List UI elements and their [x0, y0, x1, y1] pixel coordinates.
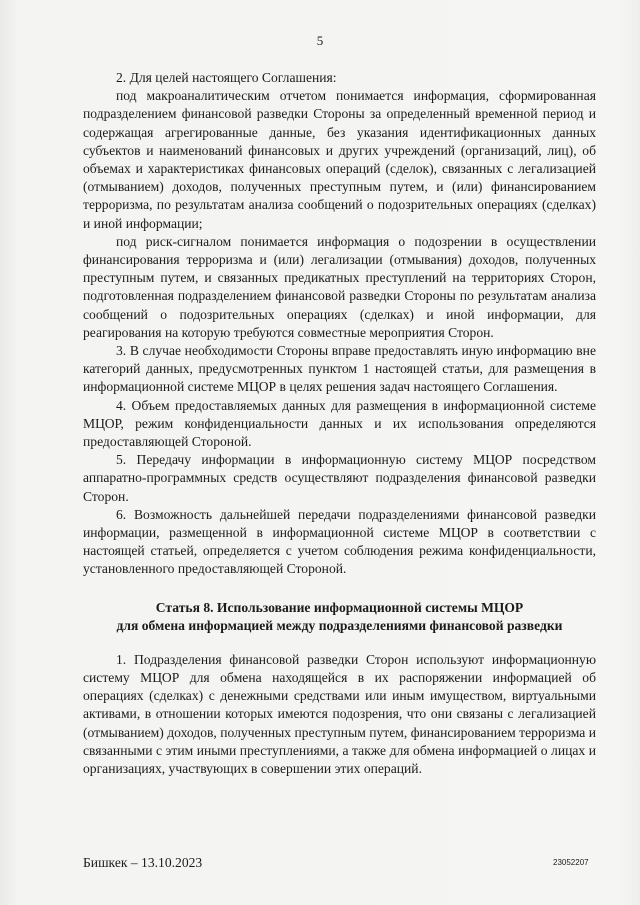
definition-macroanalytical-report: под макроаналитическим отчетом понимается информация, сформированная подразделением финансовой разведки Стороны за определенный временной период и содержащая агрегированные данные, без указания идентификационных данных субъектов и наименований финансовых и других учреждений (организаций, лиц), об объемах и характеристиках финансовых операций (сделок), связанных с легализацией (отмыванием) доходов, полученных преступным путем, и (или) финансированием терроризма, по результатам анализа сообщений о подозрительных операциях (сделках) и иной информации; — [83, 88, 596, 231]
section-3-paragraph: 3. В случае необходимости Стороны вправе предоставлять иную информацию вне категорий данных, предусмотренных пунктом 1 настоящей статьи, для размещения в информационной системе МЦОР в целях решения задач настоящего Соглашения. — [83, 343, 596, 395]
page-number: 5 — [316, 33, 324, 48]
section-5-paragraph: 5. Передачу информации в информационную систему МЦОР посредством аппаратно-программных средств осуществляют подразделения финансовой разведки Сторон. — [83, 452, 596, 504]
section-4-paragraph: 4. Объем предоставляемых данных для размещения в информационной системе МЦОР, режим конфиденциальности данных и их использования определяются предоставляющей Стороной. — [83, 397, 596, 450]
article-8-title-line-2: для обмена информацией между подразделениями финансовой разведки — [116, 617, 563, 633]
article-8-title-line-1: Статья 8. Использование информационной системы МЦОР — [155, 599, 524, 615]
footer-document-code: 23052207 — [553, 858, 589, 867]
article-8-heading — [83, 599, 596, 635]
document-body — [83, 69, 596, 778]
footer-place-date: Бишкек – 13.10.2023 — [83, 855, 203, 870]
definition-risk-signal: под риск-сигналом понимается информация о подозрении в осуществлении финансирования терроризма и (или) легализации (отмывания) доходов, полученных преступным путем, и связанных предикатных преступлений на территориях Сторон, подготовленная подразделением финансовой разведки Стороны по результатам анализа сообщений о подозрительных операциях (сделках) и иной информации, для реагирования на которую требуются совместные мероприятия Сторон. — [83, 233, 596, 340]
section-6-paragraph: 6. Возможность дальнейшей передачи подразделениями финансовой разведки информации, размещенной в информационной системе МЦОР в соответствии с настоящей статьей, определяется с учетом соблюдения режима конфиденциальности, установленного предоставляющей Стороной. — [83, 506, 596, 577]
section-2-intro: 2. Для целей настоящего Соглашения: — [116, 70, 337, 85]
article-8-paragraph-1: 1. Подразделения финансовой разведки Сторон используют информационную систему МЦОР для обмена находящейся в их распоряжении информацией об операциях (сделках) с денежными средствами или иным имуществом, виртуальными активами, в отношении которых имеются подозрения, что они связаны с легализацией (отмыванием) доходов, полученных преступным путем, финансированием терроризма и связанными с этим иными преступлениями, а также для обмена информацией о лицах и организациях, участвующих в совершении этих операций. — [83, 651, 596, 776]
